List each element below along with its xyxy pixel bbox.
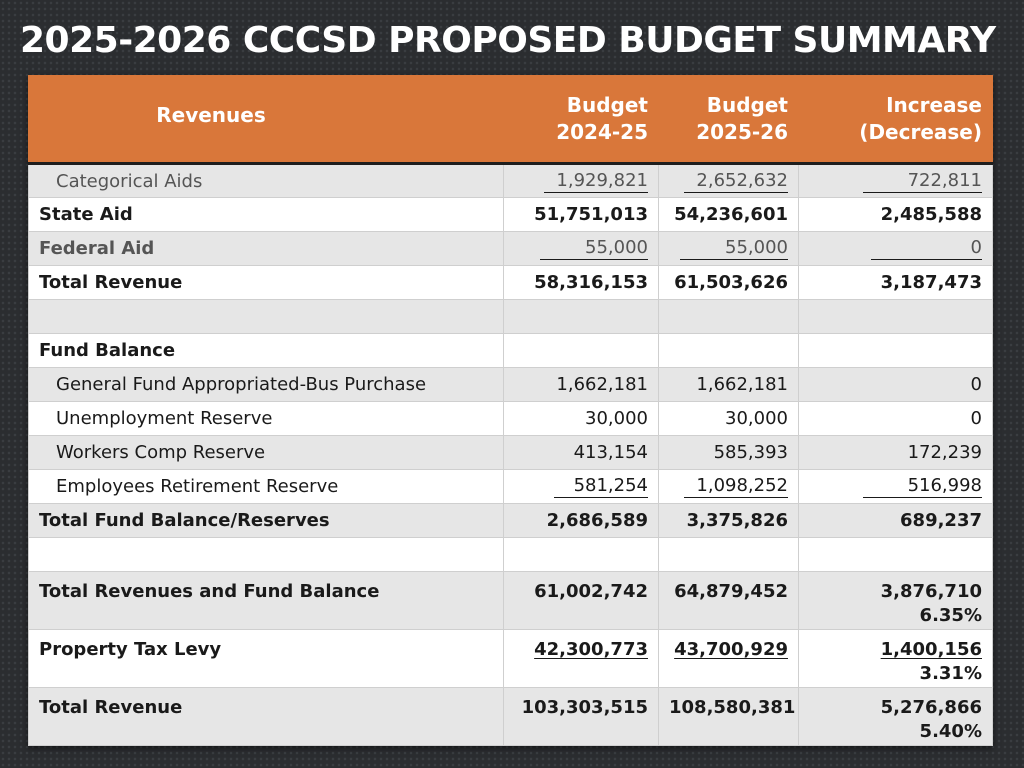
cell-2025-26: 1,662,181 [659, 368, 799, 402]
cell-2024-25: 1,662,181 [504, 368, 659, 402]
header-col1-line1: Budget [566, 93, 648, 117]
cell-2024-25: 58,316,153 [504, 266, 659, 300]
header-col3-line2: (Decrease) [859, 120, 982, 144]
empty-cell [799, 300, 993, 334]
cell-2024-25: 413,154 [504, 436, 659, 470]
table-row-state-aid [29, 198, 993, 232]
table-row-spacer [29, 300, 993, 334]
table-row-fund-balance-header [29, 334, 993, 368]
empty-cell [504, 334, 659, 368]
row-label: Categorical Aids [29, 164, 504, 198]
header-col1-line2: 2024-25 [556, 120, 648, 144]
cell-2024-25 [504, 232, 659, 266]
table-row-spacer [29, 538, 993, 572]
header-col2-line1: Budget [706, 93, 788, 117]
cell-2025-26: 585,393 [659, 436, 799, 470]
table-row-federal-aid [29, 232, 993, 266]
row-label: Fund Balance [29, 334, 504, 368]
header-increase-decrease [799, 76, 993, 164]
cell-2025-26: 3,375,826 [659, 504, 799, 538]
value: 722,811 [863, 170, 982, 193]
header-col2-line2: 2025-26 [696, 120, 788, 144]
cell-2025-26: 30,000 [659, 402, 799, 436]
cell-increase: 0 [799, 402, 993, 436]
cell-increase [799, 688, 993, 746]
header-budget-2025-26 [659, 76, 799, 164]
cell-2024-25 [504, 630, 659, 688]
cell-2024-25 [504, 164, 659, 198]
value: 581,254 [554, 475, 648, 498]
percent-value: 5.40% [919, 721, 982, 742]
value: 55,000 [540, 237, 648, 260]
cell-increase [799, 164, 993, 198]
value: 55,000 [680, 237, 788, 260]
cell-2024-25 [504, 470, 659, 504]
cell-increase [799, 630, 993, 688]
table-row-categorical-aids [29, 164, 993, 198]
value: 1,098,252 [684, 475, 788, 498]
percent-value: 3.31% [919, 663, 982, 684]
row-label: Workers Comp Reserve [29, 436, 504, 470]
cell-2024-25: 30,000 [504, 402, 659, 436]
row-label: Total Revenues and Fund Balance [29, 572, 504, 630]
value: 1,400,156 [880, 639, 982, 660]
header-col3-line1: Increase [886, 93, 982, 117]
cell-increase: 689,237 [799, 504, 993, 538]
cell-2024-25: 51,751,013 [504, 198, 659, 232]
empty-cell [659, 334, 799, 368]
value: 43,700,929 [674, 639, 788, 660]
row-label: General Fund Appropriated-Bus Purchase [29, 368, 504, 402]
empty-cell [504, 300, 659, 334]
table-row-employees-retirement-reserve [29, 470, 993, 504]
cell-2025-26: 54,236,601 [659, 198, 799, 232]
table-header-row [29, 76, 993, 164]
cell-increase: 3,187,473 [799, 266, 993, 300]
cell-increase: 172,239 [799, 436, 993, 470]
cell-increase [799, 572, 993, 630]
empty-cell [29, 300, 504, 334]
budget-summary-table [28, 75, 993, 746]
value: 2,652,632 [684, 170, 788, 193]
table-row-property-tax-levy [29, 630, 993, 688]
cell-2024-25: 103,303,515 [504, 688, 659, 746]
value: 1,929,821 [544, 170, 648, 193]
value: 42,300,773 [534, 639, 648, 660]
cell-2025-26 [659, 470, 799, 504]
table-row-total-revenue [29, 266, 993, 300]
empty-cell [799, 334, 993, 368]
empty-cell [659, 300, 799, 334]
row-label: State Aid [29, 198, 504, 232]
row-label: Total Fund Balance/Reserves [29, 504, 504, 538]
row-label: Total Revenue [29, 266, 504, 300]
cell-2025-26 [659, 164, 799, 198]
cell-2024-25: 2,686,589 [504, 504, 659, 538]
table-row-grand-total-revenue [29, 688, 993, 746]
cell-2025-26 [659, 232, 799, 266]
cell-increase: 2,485,588 [799, 198, 993, 232]
row-label: Federal Aid [29, 232, 504, 266]
value: 0 [871, 237, 982, 260]
row-label: Employees Retirement Reserve [29, 470, 504, 504]
row-label: Total Revenue [29, 688, 504, 746]
empty-cell [659, 538, 799, 572]
empty-cell [799, 538, 993, 572]
table-row-total-revenues-fund-balance [29, 572, 993, 630]
table-row-total-fund-balance [29, 504, 993, 538]
header-revenues: Revenues [29, 76, 504, 164]
table-row-workers-comp-reserve [29, 436, 993, 470]
cell-increase [799, 232, 993, 266]
table-row-gf-bus-purchase [29, 368, 993, 402]
header-budget-2024-25 [504, 76, 659, 164]
value: 5,276,866 [880, 697, 982, 718]
cell-2025-26 [659, 630, 799, 688]
row-label: Property Tax Levy [29, 630, 504, 688]
row-label: Unemployment Reserve [29, 402, 504, 436]
value: 3,876,710 [880, 581, 982, 602]
cell-2025-26: 61,503,626 [659, 266, 799, 300]
cell-2025-26: 108,580,381 [659, 688, 799, 746]
empty-cell [29, 538, 504, 572]
cell-increase [799, 470, 993, 504]
value: 516,998 [863, 475, 982, 498]
cell-increase: 0 [799, 368, 993, 402]
empty-cell [504, 538, 659, 572]
cell-2024-25: 61,002,742 [504, 572, 659, 630]
cell-2025-26: 64,879,452 [659, 572, 799, 630]
percent-value: 6.35% [919, 605, 982, 626]
page-title: 2025-2026 CCCSD PROPOSED BUDGET SUMMARY [20, 20, 996, 61]
table-row-unemployment-reserve [29, 402, 993, 436]
